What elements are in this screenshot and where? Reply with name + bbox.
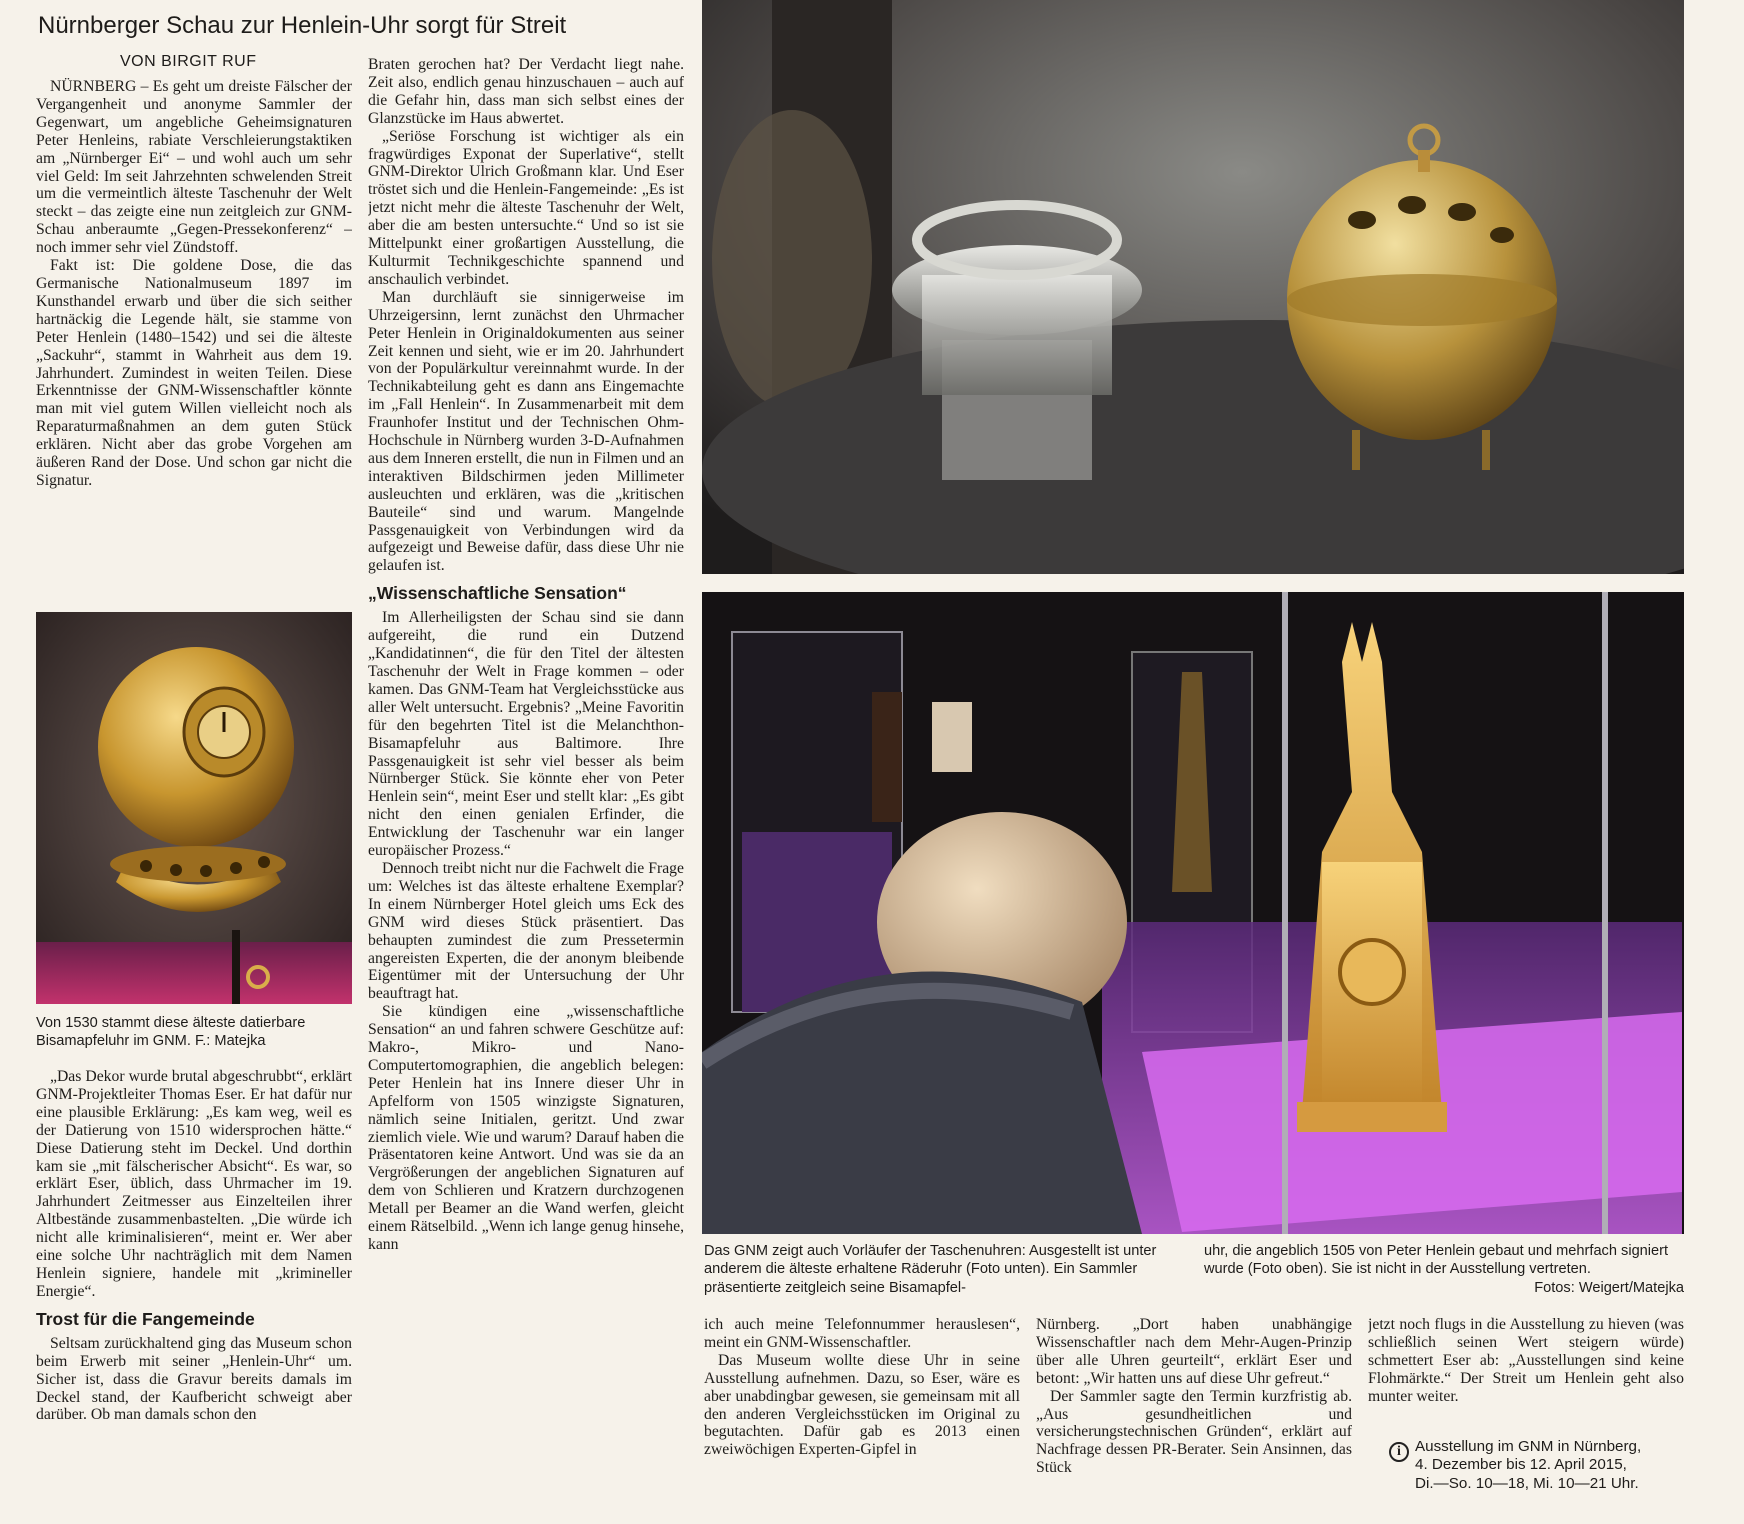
exhibition-info: [1415, 1438, 1687, 1510]
column-2: [368, 56, 684, 1514]
paragraph: Fakt ist: Die goldene Dose, die das Germanische Nationalmuseum 1897 im Kunsthandel erwarb und über die sich seither hartnäckig die Legende hält, sie stamme von Peter Henlein (1480–1542) und sei die älteste „Sackuhr“, stammt in Wahrheit aus dem 19. Jahrhundert. Zumindest in weiten Teilen. Diese Erkenntnisse der GNM-Wissenschaftler könnte man mit viel gutem Willen vielleicht noch als Reparaturmaßnahmen an dem guten Stück erklären. Nicht aber das grobe Vorgehen am äußeren Rand der Dose. Und schon gar nicht die Signatur.: [36, 257, 352, 489]
paragraph: Im Allerheiligsten der Schau sind sie dann aufgereiht, die rund ein Dutzend „Kandidatinnen“, die für den Titel der ältesten Taschenuhr der Welt in Frage kommen – oder kamen. Das GNM-Team hat Vergleichsstücke aus aller Welt untersucht. Ergebnis? „Meine Favoritin für den begehrten Titel ist die Melanchthon-Bisamapfeluhr aus Baltimore. Ihre Passgenauigkeit ist sehr viel besser als beim Nürnberger Stück. Sie könnte eher von Peter Henlein sein“, meint Eser und stellt klar: „Es gibt nicht den einen genialen Erfinder, die Entwicklung der Taschenuhr war ein langer europäischer Prozess.“: [368, 609, 684, 860]
paragraph: Sie kündigen eine „wissenschaftliche Sensation“ an und fahren schwere Geschütze auf: Makro-, Mikro- und Nano-Computertomographien, die angeblich belegen: Peter Henlein hat ins Innere dieser Uhr in Apfelform von 1505 winzigste Signaturen, nämlich seine Initialen, geritzt. Und zwar ziemlich viele. Wie und warum? Darauf haben die Präsentatoren keine Antwort. Und was sie da an Vergrößerungen der angeblichen Signaturen auf dem von Schlieren und Kratzern durchzogenen Metall per Beamer an die Wand werfen, gleicht einem Rätselbild. „Wenn ich lange genug hinsehe, kann: [368, 1003, 684, 1253]
caption-small-photo: Von 1530 stammt diese älteste datierbare Bisamapfeluhr im GNM. F.: Matejka: [36, 1015, 306, 1050]
photo-two-watches: [702, 0, 1684, 574]
photo-credit: Fotos: Weigert/Matejka: [1534, 1279, 1684, 1296]
column-4: [1036, 1316, 1352, 1516]
paragraph: Seltsam zurückhaltend ging das Museum schon beim Erwerb mit seiner „Henlein-Uhr“ um. Sicher ist, dass die Gravur bereits damals im Deckel stand, der Kaufbericht schweigt aber darüber. Ob man damals schon den: [36, 1334, 352, 1424]
photo-bisamapfel-graphic: [36, 612, 352, 1004]
paragraph: „Seriöse Forschung ist wichtiger als ein fragwürdiges Exponat der Superlative“, stellt GNM-Direktor Ulrich Großmann klar. Und Eser tröstet sich und die Henlein-Fangemeinde: „Es ist jetzt nicht mehr die älteste Taschenuhr der Welt, aber die am besten untersuchte.“ Und so ist sie Mittelpunkt einer großartigen Ausstellung, die Kulturmit Technikgeschichte spannend und anschaulich verbindet.: [368, 127, 684, 288]
info-line: Di.—So. 10—18, Mi. 10—21 Uhr.: [1415, 1474, 1639, 1492]
photo-exhibition-visitor: [702, 592, 1684, 1234]
headline: Nürnberger Schau zur Henlein-Uhr sorgt für Streit: [38, 12, 567, 39]
info-icon: i: [1389, 1442, 1409, 1462]
caption-main-right: [1204, 1242, 1684, 1300]
subhead-fangemeinde: Trost für die Fangemeinde: [36, 1308, 255, 1329]
photo-two-watches-graphic: [702, 0, 1684, 574]
info-line: 4. Dezember bis 12. April 2015,: [1415, 1456, 1627, 1474]
info-line: Ausstellung im GNM in Nürnberg,: [1415, 1438, 1642, 1455]
paragraph: Das Museum wollte diese Uhr in seine Ausstellung aufnehmen. Dazu, so Eser, wäre es aber unabdingbar gewesen, sie gemeinsam mit all den anderen Vergleichsstücken im Original zu begutachten. Dafür gab es 2013 einen zweiwöchigen Experten-Gipfel in: [704, 1351, 1020, 1459]
caption-main-right-text: uhr, die angeblich 1505 von Peter Henlein gebaut und mehrfach signiert wurde (Foto oben). Sie ist nicht in der Ausstellung vertreten.: [1204, 1243, 1669, 1278]
column-1-upper: [36, 78, 352, 594]
caption-main-left: Das GNM zeigt auch Vorläufer der Taschenuhren: Ausgestellt ist unter anderem die älteste erhaltene Räderuhr (Foto unten). Ein Sammler präsentierte zeitgleich seine Bisamapfel-: [704, 1243, 1157, 1296]
paragraph: Braten gerochen hat? Der Verdacht liegt nahe. Zeit also, endlich genau hinzuschauen – auch auf die Gefahr hin, dass man sich selbst eines der Glanzstücke im Haus abwertet.: [368, 56, 684, 127]
column-3: [704, 1316, 1020, 1516]
subhead-sensation: „Wissenschaftliche Sensation“: [368, 583, 627, 604]
paragraph: Man durchläuft sie sinnigerweise im Uhrzeigersinn, lernt zunächst den Uhrmacher Peter Henlein in Originaldokumenten aus seiner Zeit kennen und sieht, wie er im 20. Jahrhundert von der Populärkultur vereinnahmt wurde. In der Technikabteilung geht es dann ans Eingemachte im „Fall Henlein“. In Zusammenarbeit mit dem Fraunhofer Institut und der Technischen Ohm-Hochschule in Nürnberg wurden 3-D-Aufnahmen aus dem Inneren erstellt, die nun in Filmen und an interaktiven Bildschirmen jeden Millimeter ausleuchten und erklären, was die „kritischen Bauteile“ sind und warum. Mangelnde Passgenauigkeit von Verbindungen wird da aufgezeigt und Beweise dafür, dass diese Uhr nie gelaufen ist.: [368, 288, 684, 575]
paragraph: Nürnberg. „Dort haben unabhängige Wissenschaftler nach dem Mehr-Augen-Prinzip über alle Uhren geurteilt“, erklärt Eser und betont: „Wir hatten uns auf diese Uhr gefreut.“: [1036, 1316, 1352, 1387]
photo-bisamapfel-watch: [36, 612, 352, 1004]
paragraph: „Das Dekor wurde brutal abgeschrubbt“, erklärt GNM-Projektleiter Thomas Eser. Er hat dafür nur eine plausible Erklärung: „Es kam weg, weil es der Datierung von 1510 widersprochen hätte.“ Diese Datierung steht im Deckel. Und dorthin kam sie „mit fälscherischer Absicht“. Es war, so erklärt Eser, üblich, dass Uhrmacher im 19. Jahrhundert Zeitmesser aus Einzelteilen ihrer Altbestände zusammenbastelten. „Die würde ich nicht alle kriminalisieren“, meint er. Wer aber eine solche Uhr nachträglich mit dem Namen Henlein signiere, handele mit „krimineller Energie“.: [36, 1068, 352, 1300]
byline: VON BIRGIT RUF: [120, 53, 257, 70]
paragraph: Der Sammler sagte den Termin kurzfristig ab. „Aus gesundheitlichen und versicherungstechnischen Gründen“, erklärt auf Nachfrage dessen PR-Berater. Sein Ansinnen, das Stück: [1036, 1387, 1352, 1477]
paragraph: NÜRNBERG – Es geht um dreiste Fälscher der Vergangenheit und anonyme Sammler der Gegenwart, um angebliche Geheimsignaturen Peter Henleins, rabiate Verschleierungstaktiken am „Nürnberger Ei“ – und wohl auch um sehr viel Geld: Im seit Jahrzehnten schwelenden Streit um die vermeintlich älteste Taschenuhr der Welt steckt – das zeigte eine nun zeitgleich zur GNM-Schau anberaumte „Gegen-Pressekonferenz“ – noch immer sehr viel Zündstoff.: [36, 78, 352, 257]
column-5: [1368, 1316, 1684, 1426]
column-1-lower: [36, 1068, 352, 1514]
paragraph: ich auch meine Telefonnummer herauslesen“, meint ein GNM-Wissenschaftler.: [704, 1316, 1020, 1351]
paragraph: jetzt noch flugs in die Ausstellung zu hieven (was schließlich seinen Wert steigern würde) schmettert Eser ab: „Ausstellungen sind keine Flohmärkte.“ Der Streit um Henlein geht also munter weiter.: [1368, 1316, 1684, 1405]
paragraph: Dennoch treibt nicht nur die Fachwelt die Frage um: Welches ist das älteste erhaltene Exemplar? In einem Nürnberger Hotel gleich ums Eck des GNM wird dieses Stück präsentiert. Das behaupten zumindest die zum Pressetermin angereisten Experten, die der anonym bleibende Eigentümer mit der Untersuchung der Uhr beauftragt hat.: [368, 859, 684, 1003]
photo-exhibition-graphic: [702, 592, 1684, 1234]
